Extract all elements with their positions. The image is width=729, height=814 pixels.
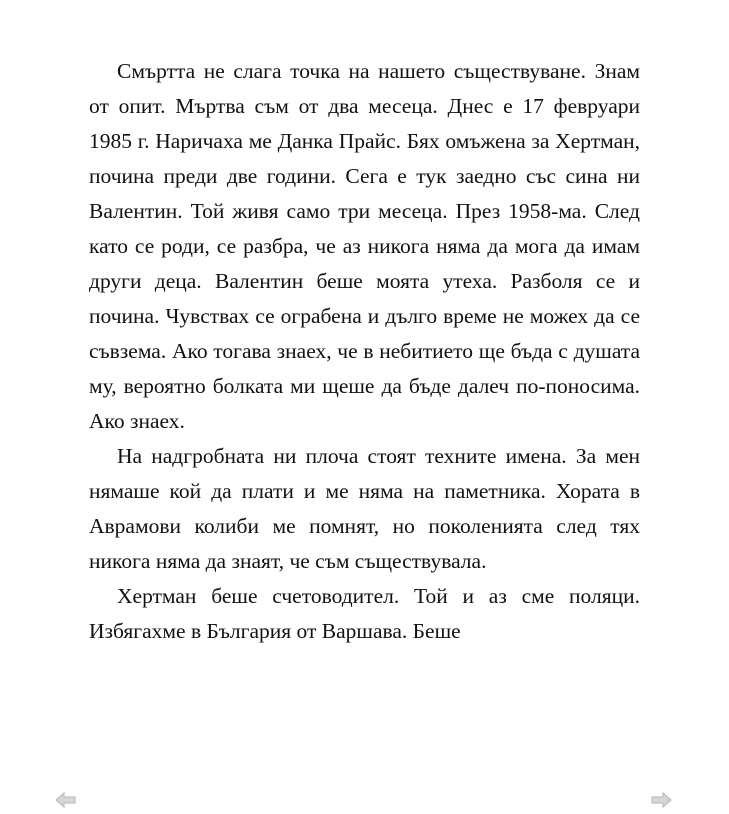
paragraph-3: Хертман беше счетоводител. Той и аз сме поляци. Избягахме в България от Варшава. Беше [89, 584, 640, 643]
paragraph-1: Смъртта не слага точка на нашето съществуване. Знам от опит. Мъртва съм от два месеца. Днес е 17 февруари 1985 г. Наричаха ме Данка Прайс. Бях омъжена за Хертман, почина преди две години. Сега е тук заедно със сина ни Валентин. Той живя само три месеца. През 1958-ма. След като се роди, се разбра, че аз никога няма да мога да имам други деца. Валентин беше моята утеха. Разболя се и почина. Чувствах се ограбена и дълго време не можех да се съвзема. Ако тогава знаех, че в небитието ще бъда с душата му, вероятно болката ми щеше да бъде далеч по-поносима. Ако знаех. [89, 59, 640, 433]
previous-page-button[interactable] [55, 791, 77, 809]
paragraph-2: На надгробната ни плоча стоят техните имена. За мен нямаше кой да плати и ме няма на паметника. Хората в Аврамови колиби ме помнят, но поколенията след тях никога няма да знаят, че съм съществувала. [89, 444, 640, 573]
page-content [89, 54, 640, 649]
arrow-left-icon [55, 791, 77, 809]
arrow-right-icon [650, 791, 672, 809]
next-page-button[interactable] [650, 791, 672, 809]
